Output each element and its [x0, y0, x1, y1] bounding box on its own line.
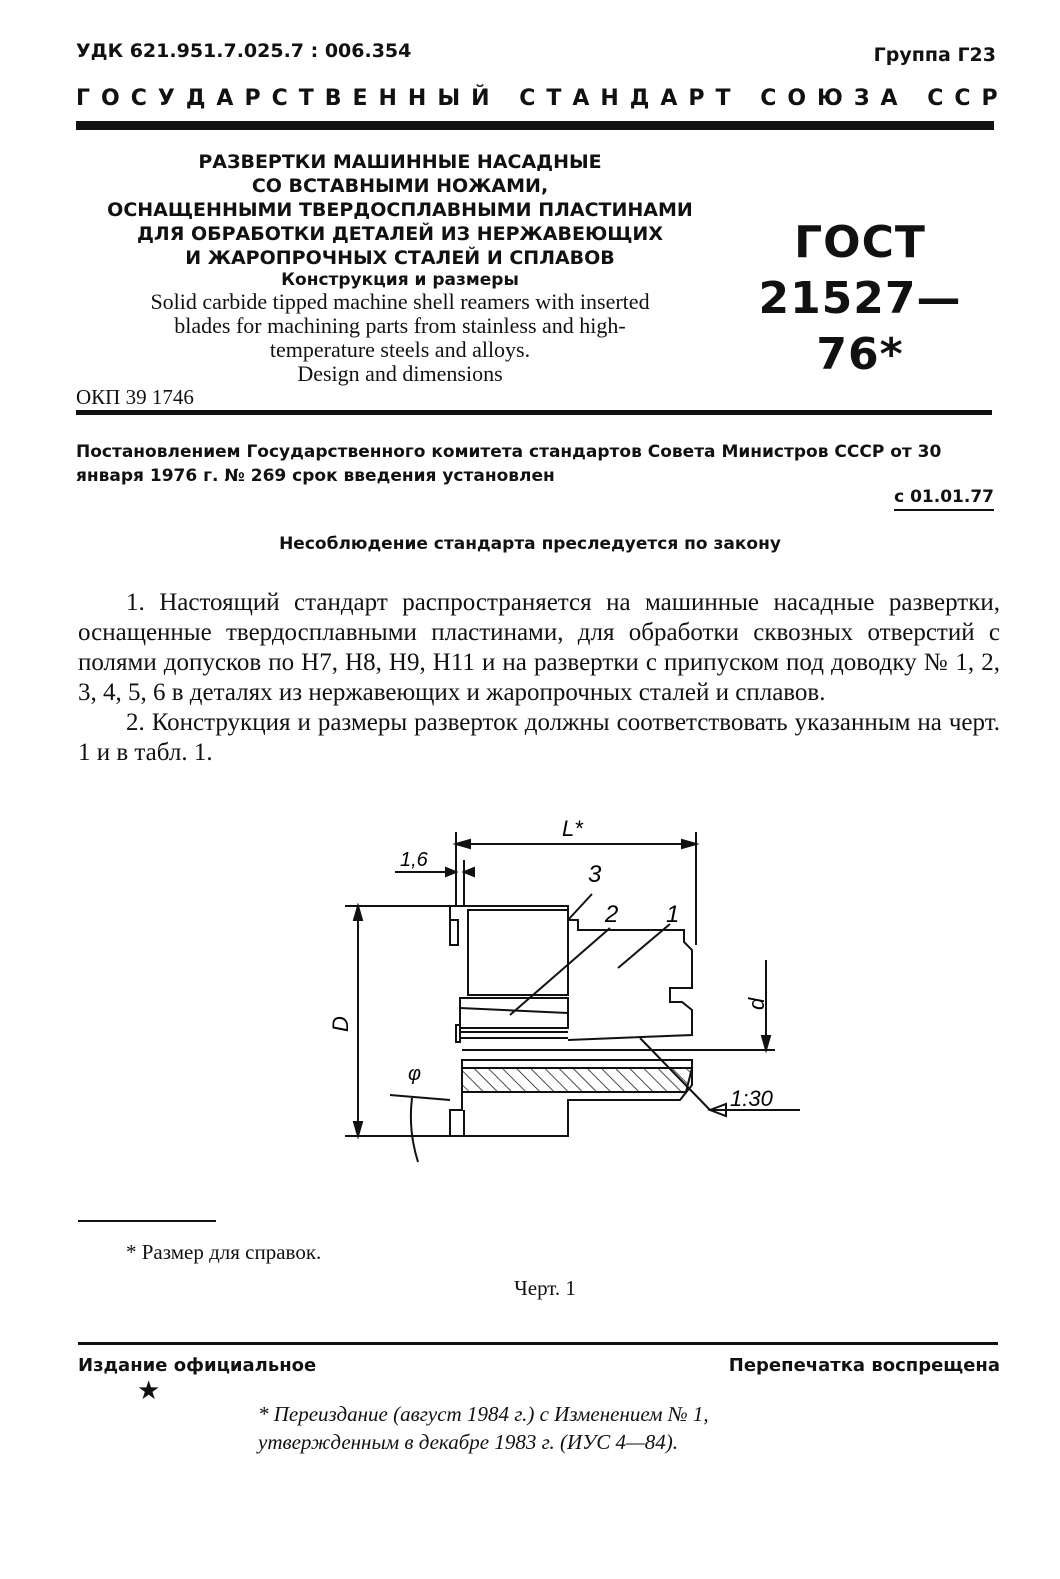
reissue-line: утвержденным в декабре 1983 г. (ИУС 4—84).: [258, 1430, 678, 1454]
label-L: L*: [562, 816, 583, 841]
label-part-3: 3: [588, 861, 602, 888]
label-1-6: 1,6: [400, 849, 428, 871]
arrow-icon: [762, 1036, 770, 1050]
gost-number: 21527—76*: [758, 273, 962, 380]
label-phi: φ: [408, 1063, 422, 1085]
introduction-date: с 01.01.77: [894, 487, 994, 511]
insert: [456, 1025, 460, 1042]
hatched-section: [462, 1068, 692, 1092]
paragraph-1: 1. Настоящий стандарт распространяется на машинные насадные развертки, оснащенные твердосплавными пластинами, для обработки сквозных отверстий с полями допусков по Н7, Н8, Н9, Н11 и на развертки с припуском под доводку № 1, 2, 3, 4, 5, 6 в деталях из нержавеющих и жаропрочных сталей и сплавов.: [78, 589, 1000, 706]
title-line: СО ВСТАВНЫМИ НОЖАМИ,: [251, 175, 549, 197]
decree-text: Постановлением Государственного комитета стандартов Совета Министров СССР от 30 января 1976 г. № 269 срок введения установлен: [76, 442, 942, 486]
label-taper: 1:30: [730, 1086, 773, 1111]
title-line: ОСНАЩЕННЫМИ ТВЕРДОСПЛАВНЫМИ ПЛАСТИНАМИ: [107, 199, 693, 221]
body-text: [78, 588, 1000, 768]
paragraph-2: 2. Конструкция и размеры разверток должны соответствовать указанным на черт. 1 и в табл. 1.: [78, 709, 1000, 766]
title-line: И ЖАРОПРОЧНЫХ СТАЛЕЙ И СПЛАВОВ: [185, 247, 615, 269]
title-line: ДЛЯ ОБРАБОТКИ ДЕТАЛЕЙ ИЗ НЕРЖАВЕЮЩИХ: [137, 223, 663, 245]
figure-caption: Черт. 1: [514, 1276, 576, 1300]
header-thick-rule: [76, 121, 994, 130]
leader-3: [568, 894, 592, 920]
reamer-outline: [450, 906, 692, 1040]
leader-2: [510, 928, 610, 1015]
arrow-icon: [456, 840, 470, 848]
gost-designation: [730, 215, 990, 383]
title-en-line: Design and dimensions: [297, 361, 503, 386]
construction-subtitle: Конструкция и размеры: [281, 270, 519, 290]
label-D: D: [328, 1016, 353, 1032]
reamer-drawing: [300, 810, 820, 1180]
blade-body: [468, 910, 568, 995]
star-icon: ★: [137, 1376, 161, 1406]
label-part-2: 2: [605, 901, 619, 928]
reissue-note: [258, 1400, 709, 1456]
title-en-line: Solid carbide tipped machine shell reamers with inserted: [150, 289, 650, 314]
udk-code: УДК 621.951.7.025.7 : 006.354: [76, 40, 412, 62]
reprint-forbidden: Перепечатка воспрещена: [728, 1355, 1000, 1376]
legal-warning: Несоблюдение стандарта преследуется по закону: [279, 534, 781, 554]
title-english: [70, 290, 730, 386]
official-edition: Издание официальное: [78, 1355, 317, 1376]
footer-rule: [78, 1342, 998, 1345]
label-d: d: [744, 997, 769, 1010]
arrow-icon: [354, 1122, 362, 1136]
title-en-line: blades for machining parts from stainless and high-: [174, 313, 626, 338]
group-code: Группа Г23: [873, 44, 996, 66]
title-bottom-rule: [76, 410, 992, 415]
title-en-line: temperature steels and alloys.: [269, 337, 531, 362]
phi-arc: [411, 1098, 418, 1162]
arrow-icon: [446, 868, 456, 876]
reissue-line: * Переиздание (август 1984 г.) с Изменением № 1,: [258, 1402, 709, 1426]
footnote-rule: [78, 1220, 216, 1222]
label-part-1: 1: [666, 901, 680, 928]
arrow-icon: [354, 906, 362, 920]
phi-line: [390, 1095, 450, 1100]
arrow-icon: [682, 840, 696, 848]
title-line: РАЗВЕРТКИ МАШИННЫЕ НАСАДНЫЕ: [198, 151, 602, 173]
state-standard-heading: ГОСУДАРСТВЕННЫЙ СТАНДАРТ СОЮЗА ССР: [76, 86, 1009, 111]
gost-label: ГОСТ: [794, 217, 926, 268]
title-russian: [70, 150, 730, 270]
okp-code: ОКП 39 1746: [76, 385, 194, 409]
footnote: * Размер для справок.: [126, 1240, 322, 1264]
arrow-icon: [464, 868, 474, 876]
blade-tip: [450, 920, 458, 945]
